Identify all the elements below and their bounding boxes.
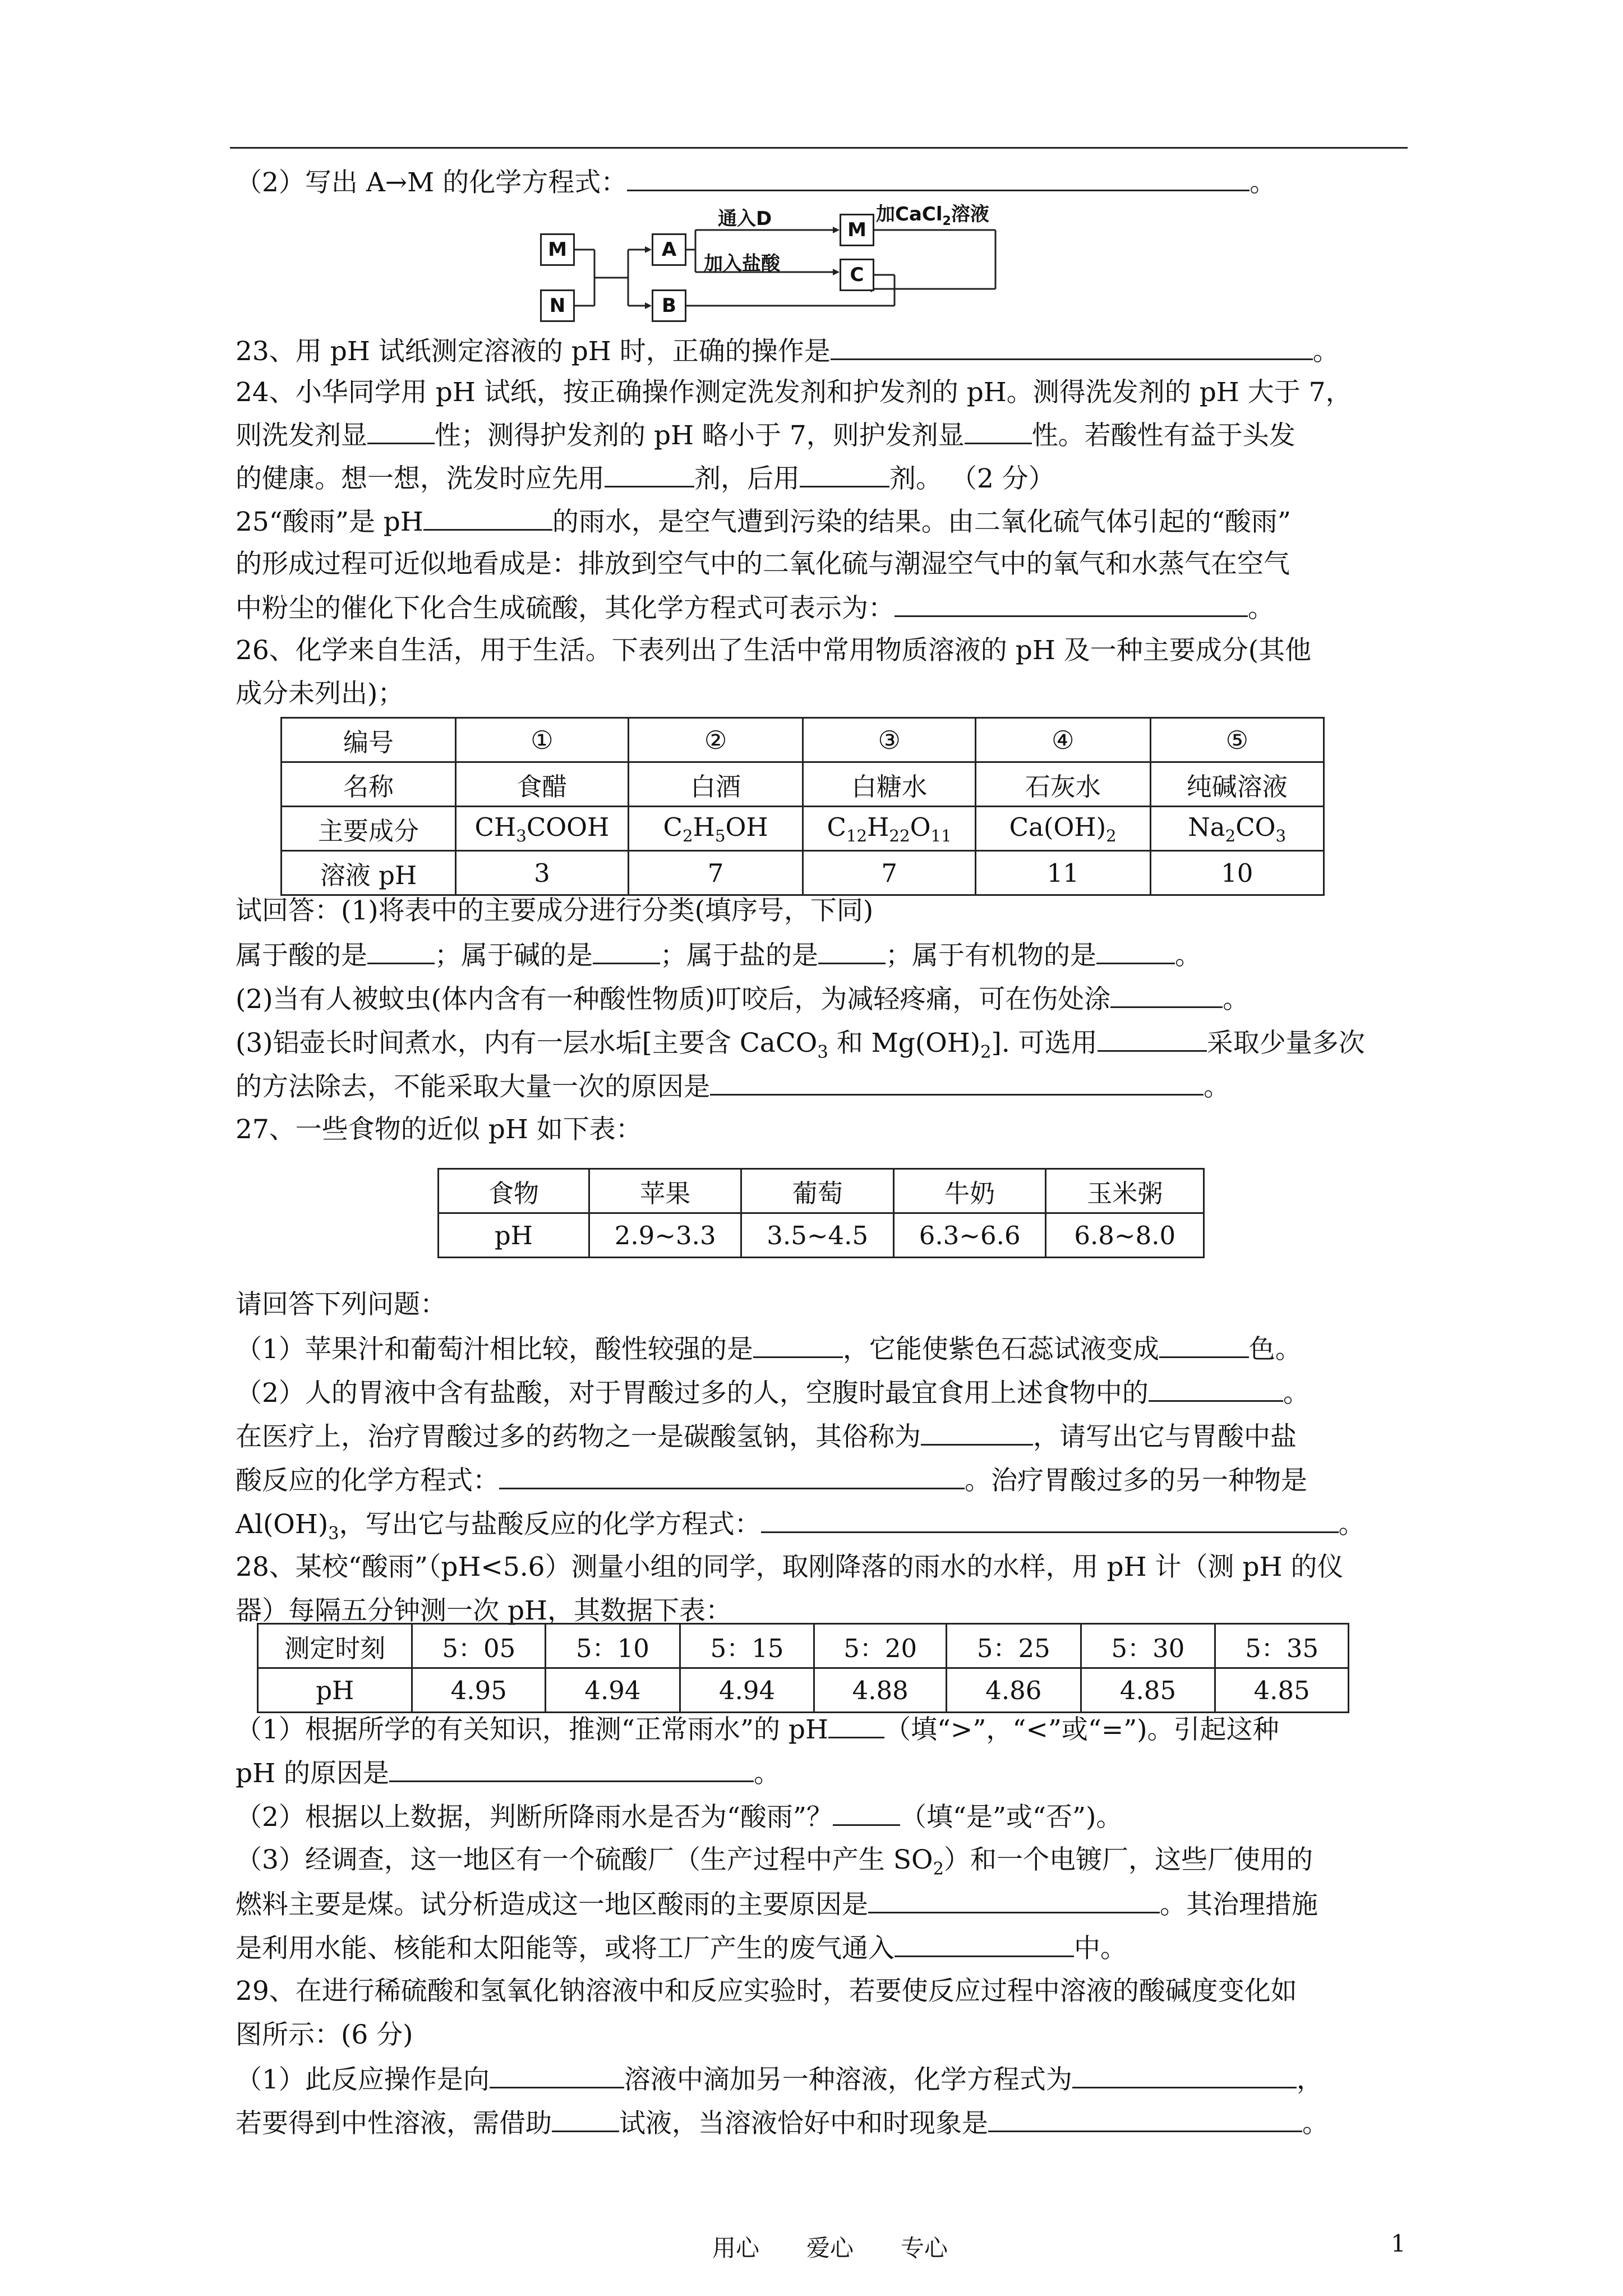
q28-line-8: 是利用水能、核能和太阳能等，或将工厂产生的废气通入 中。 [236, 1930, 1408, 1967]
q29-line-2: 图所示：(6 分) [236, 2019, 413, 2050]
answer-blank [627, 164, 1249, 191]
table-row: 主要成分 $CH_3COOH$ $C_2H_5OH$ $C_{12}H_{22}O_{11}$ $Ca(OH)_2$ $Na_2CO_3$ [282, 807, 1324, 851]
formula-cell: $Ca(OH)_2$ [975, 807, 1150, 851]
q27-line-5: 在医疗上，治疗胃酸过多的药物之一是碳酸氢钠，其俗称为 ，请写出它与胃酸中盐 [236, 1418, 1408, 1455]
box-c: C [840, 259, 874, 291]
q22-text: （2）写出 A→M 的化学方程式： [236, 167, 628, 198]
q28-line-6: （3）经调查，这一地区有一个硫酸厂（生产过程中产生 $SO_2$）和一个电镀厂，这些厂使用的 [236, 1844, 1313, 1879]
q27-line-2: 请回答下列问题： [236, 1289, 446, 1320]
q27-line-4: （2）人的胃液中含有盐酸，对于胃酸过多的人，空腹时最宜食用上述食物中的 。 [236, 1374, 1408, 1411]
q29-line-4: 若要得到中性溶液，需借助 试液，当溶液恰好中和时现象是 。 [236, 2105, 1408, 2142]
q26-line-7: 的方法除去，不能采取大量一次的原因是 。 [236, 1068, 1408, 1105]
q27-line-6: 酸反应的化学方程式： 。治疗胃酸过多的另一种物是 [236, 1462, 1408, 1499]
q26-line-6: (3)铝壶长时间煮水，内有一层水垢[主要含 CaCO$_3$ 和 $Mg(OH)_2$]. 可选用 采取少量多次 [236, 1024, 1408, 1070]
q28-line-7: 燃料主要是煤。试分析造成这一地区酸雨的主要原因是 。其治理措施 [236, 1886, 1408, 1923]
table-row: 编号 ① ② ③ ④ ⑤ [282, 718, 1324, 762]
answer-blank [831, 333, 1313, 360]
header-rule [230, 147, 1408, 149]
q28-line-1: 28、某校“酸雨”（pH<5.6）测量小组的同学，取刚降落的雨水的水样，用 pH 计（测 pH 的仪 [236, 1552, 1344, 1582]
table-row: 名称 食醋 白酒 白糖水 石灰水 纯碱溶液 [282, 762, 1324, 807]
q29-line-1: 29、在进行稀硫酸和氢氧化钠溶液中和反应实验时，若要使反应过程中溶液的酸碱度变化如 [236, 1976, 1297, 2007]
footer-text: 用心 爱心 专心 [712, 2234, 948, 2262]
q27-line-1: 27、一些食物的近似 pH 如下表： [236, 1114, 642, 1145]
page-number: 1 [1391, 2230, 1406, 2257]
q28-line-2: 器）每隔五分钟测一次 pH，其数据下表： [236, 1595, 732, 1626]
q22-line: （2）写出 A→M 的化学方程式： 。 [236, 164, 1408, 201]
q24-line-3: 的健康。想一想，洗发时应先用 剂，后用 剂。 （2 分） [236, 460, 1408, 497]
table-row: pH 2.9~3.3 3.5~4.5 6.3~6.6 6.8~8.0 [439, 1213, 1204, 1258]
q23-line: 23、用 pH 试纸测定溶液的 pH 时，正确的操作是 。 [236, 333, 1408, 370]
formula-cell: $C_{12}H_{22}O_{11}$ [803, 807, 976, 851]
box-m: M [540, 233, 575, 266]
q26-line-4: 属于酸的是 ；属于碱的是 ；属于盐的是 ；属于有机物的是 。 [236, 937, 1408, 974]
formula-cell: $CH_3COOH$ [456, 807, 629, 851]
q26-line-5: (2)当有人被蚊虫(体内含有一种酸性物质)叮咬后，为减轻疼痛，可在伤处涂 。 [236, 981, 1408, 1018]
table-row: 食物 苹果 葡萄 牛奶 玉米粥 [439, 1169, 1204, 1213]
table-row: 溶液 pH 3 7 7 11 10 [282, 851, 1324, 895]
q26-line-3: 试回答：(1)将表中的主要成分进行分类(填序号，下同) [236, 895, 874, 926]
q25-line-1: 25“酸雨”是 pH 的雨水，是空气遭到污染的结果。由二氧化硫气体引起的“酸雨” [236, 503, 1408, 540]
q26-line-1: 26、化学来自生活，用于生活。下表列出了生活中常用物质溶液的 pH 及一种主要成分(其他 [236, 635, 1312, 666]
q26-line-2: 成分未列出)； [236, 678, 404, 709]
q29-line-3: （1）此反应操作是向 溶液中滴加另一种溶液，化学方程式为 ， [236, 2061, 1408, 2098]
q27-line-7: $Al(OH)_3$，写出它与盐酸反应的化学方程式： 。 [236, 1506, 1408, 1552]
q26-table [280, 717, 1325, 896]
q25-line-2: 的形成过程可近似地看成是：排放到空气中的二氧化硫与潮湿空气中的氧气和水蒸气在空气 [236, 549, 1290, 579]
q27-table [437, 1168, 1205, 1258]
table-row: 测定时刻 5：05 5：10 5：15 5：20 5：25 5：30 5：35 [258, 1624, 1349, 1668]
label-pass-d: 通入D [718, 208, 772, 230]
q24-line-1: 24、小华同学用 pH 试纸，按正确操作测定洗发剂和护发剂的 pH。测得洗发剂的 pH 大于 7， [236, 377, 1352, 408]
formula-cell: $Na_2CO_3$ [1150, 807, 1324, 851]
box-a: A [652, 233, 686, 266]
formula-cell: $C_2H_5OH$ [628, 807, 803, 851]
q28-line-4: pH 的原因是 。 [236, 1755, 1408, 1792]
q24-line-2: 则洗发剂显 性；测得护发剂的 pH 略小于 7，则护发剂显 性。若酸性有益于头发 [236, 417, 1408, 454]
box-m2: M [840, 214, 874, 246]
box-n: N [540, 289, 575, 322]
label-add-cacl2: 加CaCl$_2$溶液 [876, 203, 989, 228]
q28-line-3: （1）根据所学的有关知识，推测“正常雨水”的 pH （填“>”，“<”或“=”)。引起这种 [236, 1711, 1408, 1748]
q27-line-3: （1）苹果汁和葡萄汁相比较，酸性较强的是 ，它能使紫色石蕊试液变成 色。 [236, 1331, 1408, 1368]
q28-table [257, 1623, 1349, 1713]
label-add-hcl: 加入盐酸 [704, 252, 780, 275]
reaction-diagram [538, 191, 1043, 331]
q28-line-5: （2）根据以上数据，判断所降雨水是否为“酸雨”？ （填“是”或“否”)。 [236, 1798, 1408, 1835]
box-b: B [652, 289, 686, 322]
q25-line-3: 中粉尘的催化下化合生成硫酸，其化学方程式可表示为： 。 [236, 590, 1408, 627]
table-row: pH 4.95 4.94 4.94 4.88 4.86 4.85 4.85 [258, 1668, 1349, 1713]
